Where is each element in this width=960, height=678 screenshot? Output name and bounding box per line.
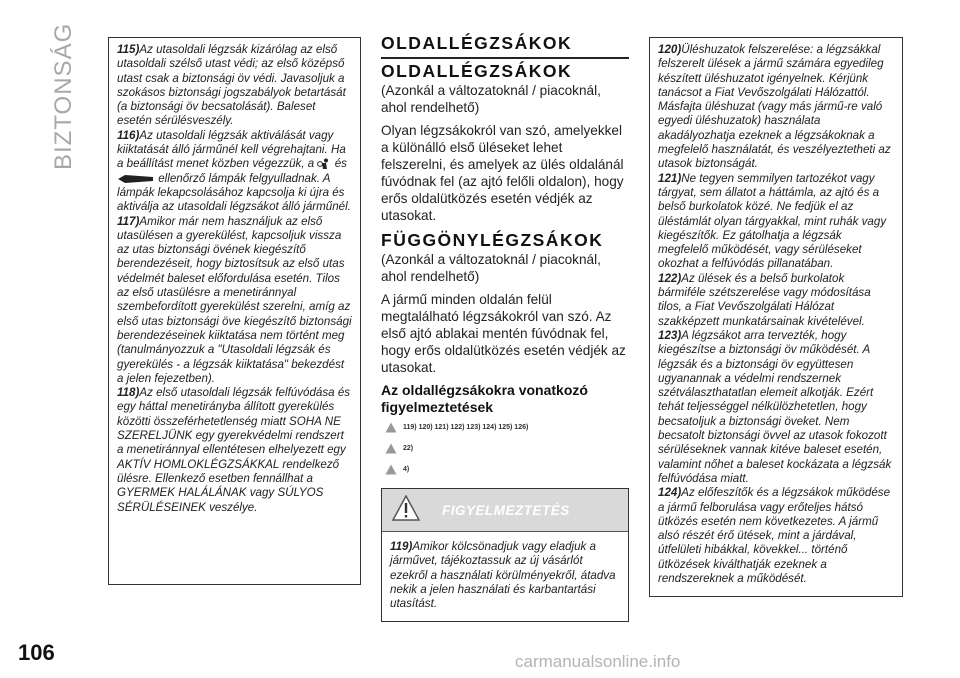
note-text: Az ülések és a belső burkolatok bármiféle szétszerelése vagy módosítása tilos, a Fiat Vevőszolgálati Hálózat szakképzett munkatársainak kivételével. [658, 271, 871, 328]
note-121 [658, 172, 894, 272]
note-text: Az utasoldali légzsák aktiválását vagy kiiktatását álló járműnél kell végrehajtani. Ha a beállítást menet közben végezzük, a [117, 128, 346, 171]
subsection-heading: OLDALLÉGZSÁKOK [381, 61, 573, 81]
reference-row [385, 422, 629, 433]
note-118 [117, 386, 352, 515]
note-text: és [334, 157, 347, 171]
warning-triangle-icon [392, 495, 420, 521]
section-label: BIZTONSÁG [50, 22, 77, 170]
warning-triangle-icon [385, 443, 397, 454]
reference-row [385, 464, 629, 475]
middle-column [381, 33, 629, 485]
left-notes-box [108, 37, 361, 585]
reference-row [385, 443, 629, 454]
warning-header [382, 489, 628, 532]
note-number: 115) [117, 43, 140, 56]
note-120 [658, 43, 894, 172]
section-heading: OLDALLÉGZSÁKOK [381, 33, 629, 59]
page-number: 106 [18, 640, 55, 665]
note-text: Amikor kölcsönadjuk vagy eladjuk a járművet, tájékoztassuk az új vásárlót ezekről a használati körülményekről, átadva nekik a jelen használati és karbantartási utasítást. [390, 540, 616, 611]
note-117 [117, 215, 352, 387]
warning-box [381, 488, 629, 622]
watermark: carmanualsonline.info [515, 652, 681, 671]
note-text: Amikor már nem használjuk az első utasülésen a gyerekülést, kapcsoljuk vissza az utas biztonsági övének kiegészítő berendezéseit, hogy biztosítsuk az első utas védelmét baleset előfordulása esetén. Tilos az első utasülésre a menetiránnyal szembefordított gyerekülést szerelni, amíg az első utas biztonsági öve kiegészítő biztonsági berendezéseinek kiiktatása nem történt meg (tanulmányozzuk a "Utasoldali légzsák és gyerekülés - a légzsák kiiktatása" bekezdést a jelen fejezetben). [117, 214, 352, 385]
note-text: Üléshuzatok felszerelése: a légzsákkal felszerelt ülések a jármű számára egyedileg készített üléshuzatot igényelnek. Kérjünk tanácsot a Fiat Vevőszolgálati Hálózattól. Másfajta üléshuzat (vagy más jármű-re való egyedi üléshuzatok) használata akadályozhatja ezeknek a légzsákoknak a megfelelő használatát, és veszélyeztetheti az utasok biztonságát. [658, 43, 891, 171]
note-number: 122) [658, 271, 682, 285]
note-text: ellenőrző lámpák felgyulladnak. A lámpák lekapcsolásához kapcsolja ki újra és aktiválja az utasoldali légzsákot álló járműnél. [117, 171, 351, 214]
warning-text [382, 532, 628, 611]
note-124 [658, 486, 894, 586]
note-text: Az utasoldali légzsák kizárólag az első utasoldali szélső utast védi; az első középső utast csak a biztonsági öv védi. Javasoljuk a szokásos biztonsági jogszabályok betartását (a biztonsági öv becsatolását). Baleset esetén sérülésveszély. [117, 43, 346, 128]
note-text: Az előfeszítők és a légzsákok működése a jármű felborulása vagy erőteljes hátsó ütközés esetén nem következetes. A jármű alsó részét érő ütések, mint a járdával, útfelületi hibákkal, kövekkel... történő ütközések kiválthatják ezeknek a rendszereknek a működését. [658, 486, 891, 585]
note-116 [117, 129, 352, 215]
note-number: 116) [117, 128, 140, 142]
subsection-heading: FÜGGÖNYLÉGZSÁKOK [381, 230, 604, 250]
note-text: Az első utasoldali légzsák felfúvódása és egy háttal menetirányba állított gyerekülés közötti összeférhetetlenség miatt SOHA NE SZERELJÜNK egy gyerekvédelmi rendszert a menetiránnyal ellentétesen elhelyezett egy AKTÍV HOMLOKLÉGZSÁKKAL rendelkező ülésre. Ellenkező esetben fennállhat a GYERMEK HALÁLÁNAK vagy SÚLYOS SÉRÜLÉSEINEK veszélye. [117, 386, 351, 514]
warnings-heading: Az oldallégzsákokra vonatkozó figyelmeztetések [381, 382, 588, 415]
note-number: 121) [658, 171, 682, 185]
right-notes-box [649, 37, 903, 597]
note-123 [658, 329, 894, 486]
airbag-off-icon [117, 174, 155, 184]
warning-triangle-icon [385, 464, 397, 475]
availability-note: (Azonkál a változatoknál / piacoknál, ahol rendelhető) [381, 252, 601, 284]
note-text: Ne tegyen semmilyen tartozékot vagy tárgyat, sem állatot a háttámla, az ajtó és a belső burkolatok közé. Ne fedjük el az üléstámlát olyan tárgyakkal, mint ruhák vagy kiegészítők. Ez gátolhatja a légzsák megfelelő működését, vagy sérüléseket okozhat a felfúvódás pillanatában. [658, 171, 887, 271]
reference-numbers: 22) [403, 445, 414, 452]
curtain-airbag-description: A jármű minden oldalán felül megtalálható légzsákokról van szó. Az első ajtó ablakai mentén fúvódnak fel, hogy erős oldalütközés esetén védjék az utasokat. [381, 292, 626, 375]
warning-triangle-icon [385, 422, 397, 433]
airbag-passenger-icon [317, 158, 331, 170]
side-airbag-description: Olyan légzsákokról van szó, amelyekkel a különálló első üléseket lehet felszerelni, és amelyek az ülés oldalánál fúvódnak fel (az ajtó felőli oldalon), hogy erős oldalütközés esetén védjék az utasokat. [381, 123, 624, 223]
note-number: 117) [117, 214, 140, 228]
availability-note: (Azonkál a változatoknál / piacoknál, ahol rendelhető) [381, 83, 601, 115]
note-number: 123) [658, 328, 682, 342]
note-number: 118) [117, 386, 140, 400]
note-text: A légzsákot arra tervezték, hogy kiegészítse a biztonsági öv működését. A légzsák és a biztonsági öv együttesen ugyanannak a védelmi rendszernek szétválaszthatatlan elemeit alkotják. Ezért tehát teljességgel nélkülözhetetlen, hogy becsatoljuk a biztonsági öveket. Nem becsatolt biztonsági övvel az utasok fokozott sérüléseknek vannak kitéve baleset esetén, valamint nőhet a baleset kockázata a légzsák felfúvódása miatt. [658, 328, 892, 485]
note-number: 120) [658, 43, 682, 56]
note-122 [658, 272, 894, 329]
reference-numbers: 119) 120) 121) 122) 123) 124) 125) 126) [403, 424, 529, 431]
note-number: 119) [390, 540, 413, 553]
note-115 [117, 43, 352, 129]
note-number: 124) [658, 486, 682, 500]
reference-numbers: 4) [403, 466, 410, 473]
warning-title: FIGYELMEZTETÉS [442, 502, 570, 518]
